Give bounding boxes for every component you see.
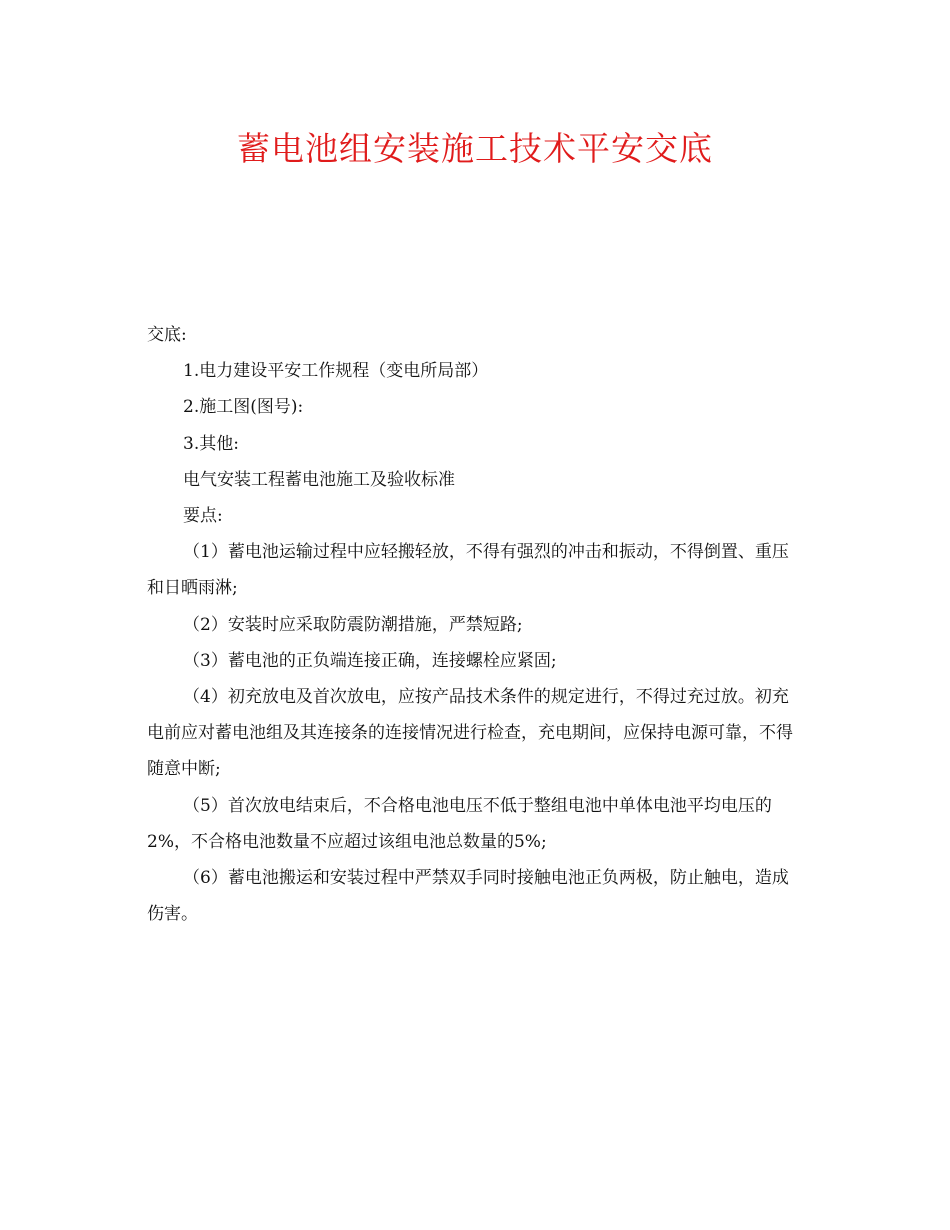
key-point-item: （6）蓄电池搬运和安装过程中严禁双手同时接触电池正负两极，防止触电，造成伤害。 bbox=[147, 868, 789, 925]
key-points-label: 要点: bbox=[183, 506, 223, 527]
intro-label: 交底: bbox=[147, 325, 187, 345]
key-point-item: （3）蓄电池的正负端连接正确，连接螺栓应紧固; bbox=[183, 650, 557, 671]
reference-item: 1.电力建设平安工作规程（变电所局部） bbox=[183, 361, 489, 382]
document-body bbox=[147, 317, 797, 932]
reference-item: 电气安装工程蓄电池施工及验收标准 bbox=[183, 469, 455, 490]
key-point-item: （2）安装时应采取防震防潮措施，严禁短路; bbox=[183, 614, 523, 635]
key-point-item: （4）初充放电及首次放电，应按产品技术条件的规定进行，不得过充过放。初充电前应对蓄电池组及其连接条的连接情况进行检查，充电期间，应保持电源可靠，不得随意中断; bbox=[147, 687, 793, 780]
reference-item: 2.施工图(图号): bbox=[183, 397, 304, 418]
page-title: 蓄电池组安装施工技术平安交底 bbox=[237, 129, 713, 168]
key-point-item: （1）蓄电池运输过程中应轻搬轻放，不得有强烈的冲击和振动，不得倒置、重压和日晒雨淋; bbox=[147, 542, 789, 599]
key-point-item: （5）首次放电结束后，不合格电池电压不低于整组电池中单体电池平均电压的2%，不合格电池数量不应超过该组电池总数量的5%; bbox=[147, 795, 772, 852]
reference-item: 3.其他: bbox=[183, 433, 239, 454]
